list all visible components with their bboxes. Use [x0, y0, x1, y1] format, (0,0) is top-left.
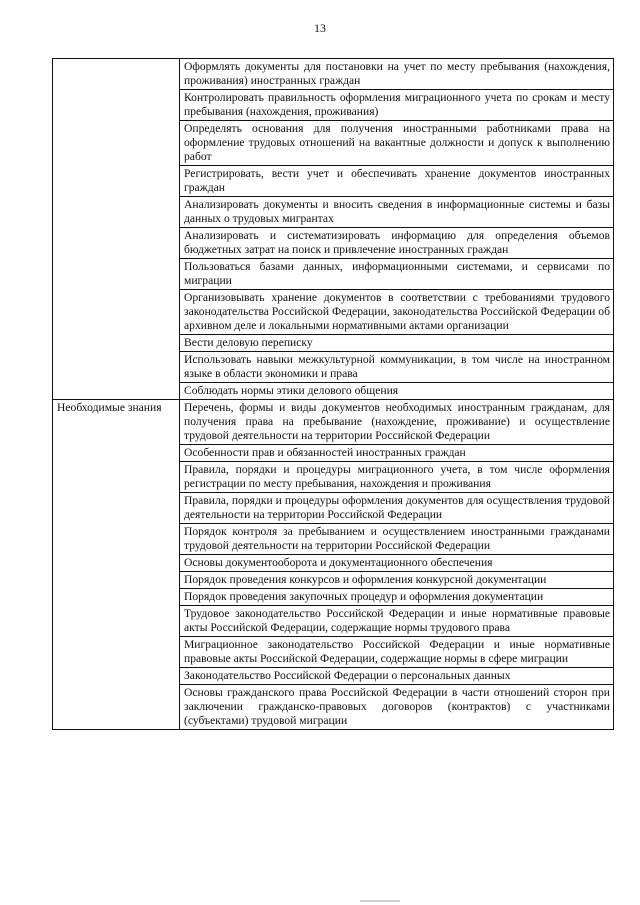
knowledge-item: Основы документооборота и документационного обеспечения	[180, 555, 614, 572]
page-number: 13	[314, 21, 326, 35]
knowledge-item: Миграционное законодательство Российской Федерации и иные нормативные правовые акты Российской Федерации, содержащие нормы в сфере миграции	[180, 637, 614, 668]
skill-item: Использовать навыки межкультурной коммуникации, в том числе на иностранном языке в области экономики и права	[180, 352, 614, 383]
knowledge-item: Правила, порядки и процедуры оформления документов для осуществления трудовой деятельности на территории Российской Федерации	[180, 493, 614, 524]
table-row	[53, 400, 614, 445]
skill-item: Вести деловую переписку	[180, 335, 614, 352]
skill-item: Анализировать документы и вносить сведения в информационные системы и базы данных о трудовых мигрантах	[180, 197, 614, 228]
knowledge-item: Порядок проведения конкурсов и оформления конкурсной документации	[180, 572, 614, 589]
skill-item: Оформлять документы для постановки на учет по месту пребывания (нахождения, проживания) иностранных граждан	[180, 59, 614, 90]
table-row	[53, 59, 614, 90]
knowledge-item: Порядок контроля за пребыванием и осуществлением иностранными гражданами трудовой деятельности на территории Российской Федерации	[180, 524, 614, 555]
requirements-table	[52, 58, 614, 730]
skills-section-label	[53, 59, 180, 400]
scan-artifact	[360, 900, 400, 902]
skill-item: Определять основания для получения иностранными работниками права на оформление трудовых отношений на вакантные должности и допуск к выполнению работ	[180, 121, 614, 166]
skill-item: Контролировать правильность оформления миграционного учета по срокам и месту пребывания (нахождения, проживания)	[180, 90, 614, 121]
knowledge-item: Основы гражданского права Российской Федерации в части отношений сторон при заключении гражданско-правовых договоров (контрактов) с участниками (субъектами) трудовой миграции	[180, 685, 614, 730]
skill-item: Пользоваться базами данных, информационными системами, и сервисами по миграции	[180, 259, 614, 290]
knowledge-item: Правила, порядки и процедуры миграционного учета, в том числе оформления регистрации по месту пребывания, нахождения и проживания	[180, 462, 614, 493]
knowledge-item: Порядок проведения закупочных процедур и оформления документации	[180, 589, 614, 606]
skill-item: Анализировать и систематизировать информацию для определения объемов бюджетных затрат на поиск и привлечение иностранных граждан	[180, 228, 614, 259]
knowledge-item: Особенности прав и обязанностей иностранных граждан	[180, 445, 614, 462]
knowledge-item: Законодательство Российской Федерации о персональных данных	[180, 668, 614, 685]
knowledge-item: Трудовое законодательство Российской Федерации и иные нормативные правовые акты Российской Федерации, содержащие нормы трудового права	[180, 606, 614, 637]
knowledge-item: Перечень, формы и виды документов необходимых иностранным гражданам, для получения права на пребывание (нахождение, проживание) и осуществление трудовой деятельности на территории Российской Федерации	[180, 400, 614, 445]
skill-item: Организовывать хранение документов в соответствии с требованиями трудового законодательства Российской Федерации, законодательства Российской Федерации об архивном деле и локальными нормативными актами организации	[180, 290, 614, 335]
knowledge-section-label: Необходимые знания	[53, 400, 180, 730]
skill-item: Соблюдать нормы этики делового общения	[180, 383, 614, 400]
skill-item: Регистрировать, вести учет и обеспечивать хранение документов иностранных граждан	[180, 166, 614, 197]
